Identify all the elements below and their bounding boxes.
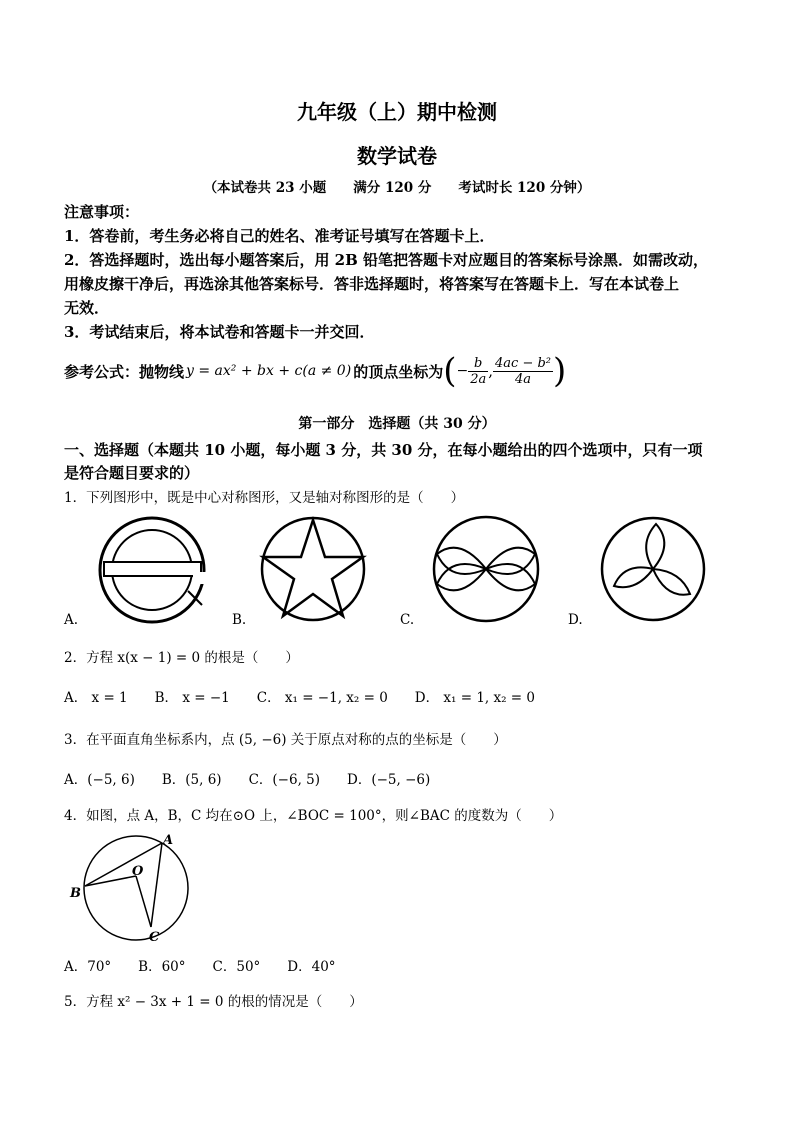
point-o-label: O [132,864,144,879]
option-a-label: A. [64,612,79,628]
page-title: 九年级（上）期中检测 [297,100,497,124]
option-a-figure [90,514,220,624]
section-one-instructions-1: 一、选择题（本题共 10 小题，每小题 3 分，共 30 分，在每小题给出的四个选项中，只有一项 [64,441,703,459]
circle-diagram [66,828,196,948]
vertex-x-denominator: 2a [470,371,487,387]
question-3-stem: 3．在平面直角坐标系内，点 (5, −6) 关于原点对称的点的坐标是（ ） [64,732,507,748]
note-2-line-3: 无效． [64,299,110,317]
vertex-y-fraction [493,356,553,387]
vertex-y-denominator: 4a [515,371,532,387]
notes-heading: 注意事项： [64,203,140,221]
note-3: 3．考试结束后，将本试卷和答题卡一并交回． [64,323,375,341]
option-d-figure [596,514,711,624]
question-1-stem: 1．下列图形中，既是中心对称图形，又是轴对称图形的是（ ） [64,490,465,506]
minus-sign: − [456,363,469,379]
question-5-stem: 5．方程 x² − 3x + 1 = 0 的根的情况是（ ） [64,994,363,1010]
parabola-equation: y = ax² + bx + c(a ≠ 0) [186,363,352,379]
point-a-label: A [163,833,174,848]
part-one-heading: 第一部分 选择题（共 30 分） [298,416,496,432]
page-subtitle: 数学试卷 [357,144,437,168]
question-3-options: A．(−5, 6) B．(5, 6) C．(−6, 5) D．(−5, −6) [64,772,431,788]
option-c-figure [426,514,546,624]
question-2-options: A． x = 1 B． x = −1 C． x₁ = −1, x₂ = 0 D． x₁ = 1, x₂ = 0 [64,690,536,706]
question-2-stem: 2．方程 x(x − 1) = 0 的根是（ ） [64,650,299,666]
point-c-label: C [149,930,160,945]
formula-prefix: 参考公式：抛物线 [64,362,185,381]
vertex-y-numerator: 4ac − b² [495,355,552,371]
exam-info: （本试卷共 23 小题 满分 120 分 考试时长 120 分钟） [203,180,591,196]
option-c-label: C. [400,612,415,628]
option-b-figure [256,514,371,624]
vertex-x-fraction [468,356,488,387]
note-2-line-2: 用橡皮擦干净后，再选涂其他答案标号．答非选择题时，将答案写在答题卡上．写在本试卷上 [64,275,680,293]
vertex-comma: , [488,362,494,380]
right-paren: ) [553,351,567,391]
vertex-x-numerator: b [468,356,488,372]
note-1: 1．答卷前，考生务必将自己的姓名、准考证号填写在答题卡上． [64,227,495,245]
option-d-label: D. [568,612,583,628]
formula-mid: 的顶点坐标为 [353,362,444,381]
point-b-label: B [70,886,81,901]
reference-formula [64,351,567,391]
question-4-stem: 4．如图，点 A，B，C 均在⊙O 上，∠BOC = 100°，则∠BAC 的度数为（ ） [64,808,563,824]
note-2-line-1: 2．答选择题时，选出每小题答案后，用 2B 铅笔把答题卡对应题目的答案标号涂黑．如需改动， [64,251,709,269]
section-one-instructions-2: 是符合题目要求的） [64,464,200,482]
option-b-label: B. [232,612,247,628]
left-paren: ( [443,351,457,391]
question-4-options: A．70° B．60° C．50° D．40° [64,959,336,975]
